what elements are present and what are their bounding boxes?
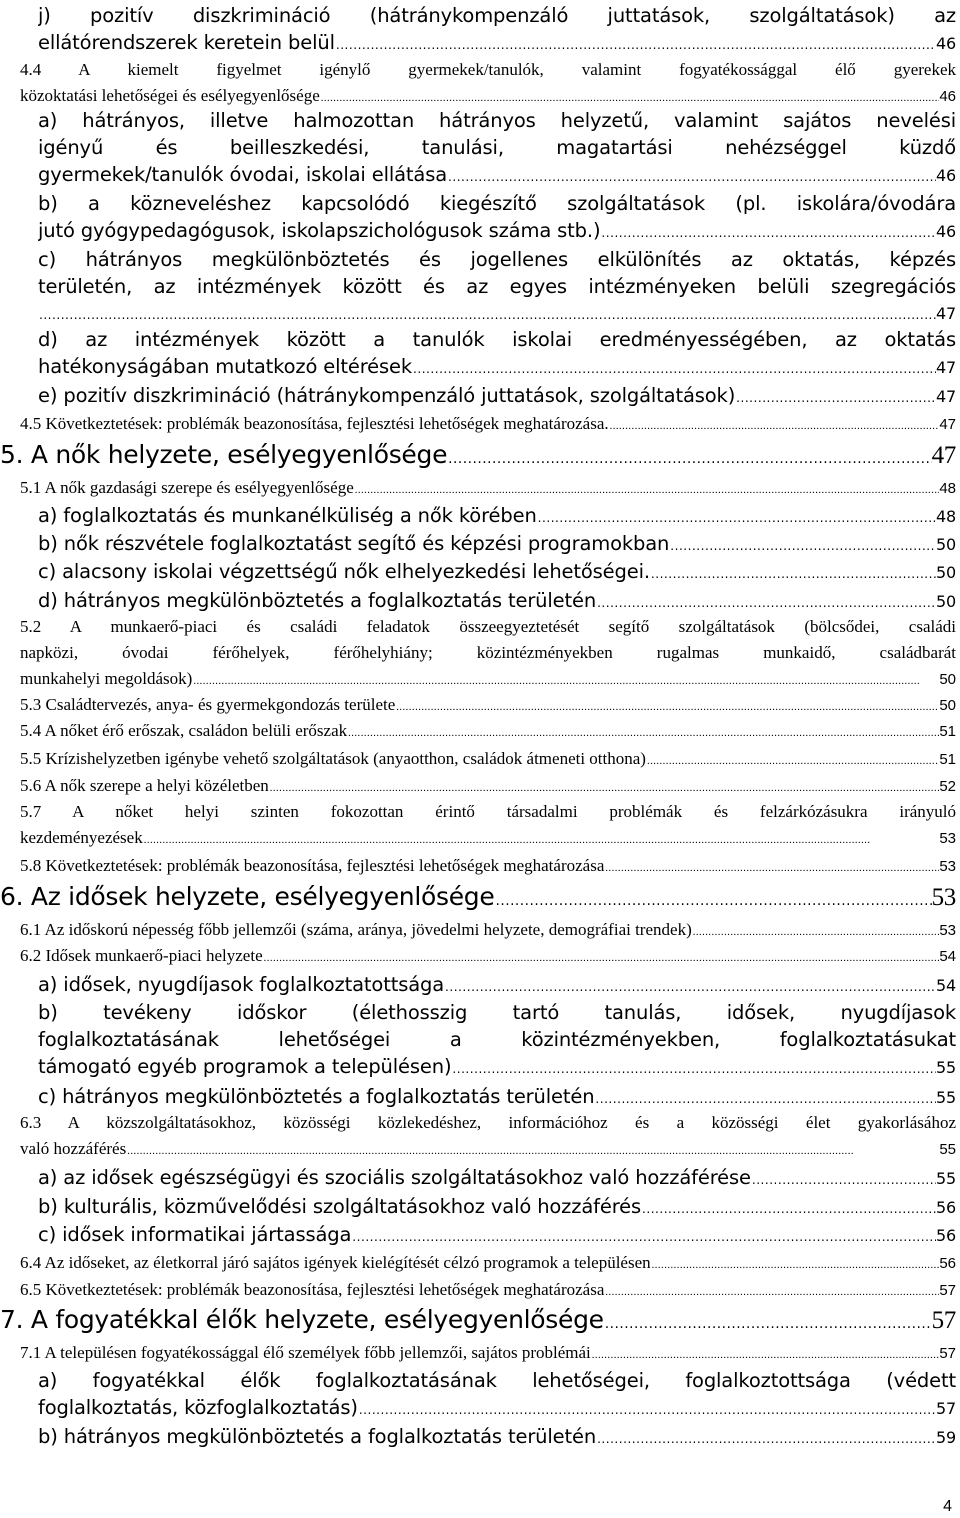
toc-entry-text: a) foglalkoztatás és munkanélküliség a nők körében: [38, 504, 537, 527]
toc-entry-text: közoktatási lehetőségei és esélyegyenlősége: [20, 86, 320, 105]
toc-page-number: 50: [935, 592, 956, 611]
toc-page-number: 56: [939, 1255, 956, 1272]
toc-entry[interactable]: [20, 773, 956, 802]
toc-page-number: 57: [939, 1345, 956, 1362]
toc-page-number: 56: [935, 1198, 956, 1217]
toc-page-number: 50: [939, 697, 956, 714]
toc-entry-text: munkahelyi megoldások): [20, 669, 193, 688]
dot-leader: [263, 946, 940, 972]
toc-entry[interactable]: [20, 57, 956, 112]
toc-page-number: 48: [935, 507, 956, 526]
toc-entry-text: 6.1 Az időskorú népesség főbb jellemzői (száma, aránya, jövedelmi helyzete, demográfiai trendek): [20, 920, 692, 939]
toc-page-number: 53: [939, 858, 956, 875]
dot-leader: [735, 385, 936, 412]
dot-leader: [444, 974, 936, 1001]
toc-page-number: 47: [939, 416, 956, 433]
toc-chapter-heading[interactable]: [0, 440, 956, 474]
toc-chapter-heading[interactable]: [0, 1305, 956, 1339]
toc-entry[interactable]: [38, 190, 956, 247]
toc-entry[interactable]: [38, 530, 956, 560]
toc-entry[interactable]: [20, 411, 956, 440]
toc-entry-text: c) hátrányos megkülönböztetés és jogellenes elkülönítés az oktatás, képzés: [38, 248, 956, 271]
toc-entry-text: 5.5 Krízishelyzetben igénybe vehető szolgáltatások (anyaotthon, családok átmeneti otthona): [20, 749, 646, 768]
toc-page-number: 46: [935, 166, 956, 185]
toc-entry[interactable]: [38, 1221, 956, 1251]
toc-entry[interactable]: [20, 917, 956, 946]
toc-entry-text: 7. A fogyatékkal élők helyzete, esélyegyenlősége: [0, 1305, 604, 1334]
dot-leader: [609, 414, 940, 440]
toc-entry[interactable]: [38, 558, 956, 588]
toc-page-number: 55: [935, 1169, 956, 1188]
toc-entry[interactable]: [38, 1083, 956, 1113]
toc-entry[interactable]: [38, 107, 956, 191]
toc-page-number: 53: [939, 830, 956, 847]
toc-page-number: 57: [935, 1399, 956, 1418]
toc-page-number: 47: [935, 358, 956, 377]
toc-page-number: 50: [935, 563, 956, 582]
toc-page-number: 53: [931, 884, 956, 911]
toc-entry-text: 6.5 Következtetések: problémák beazonosítása, fejlesztési lehetőségek meghatározása: [20, 1280, 605, 1299]
toc-entry-text: jutó gyógypedagógusok, iskolapszichológusok száma stb.): [38, 219, 601, 242]
toc-entry-text: 5. A nők helyzete, esélyegyenlősége: [0, 440, 448, 469]
toc-entry-text: napközi, óvodai férőhelyek, férőhelyhiány; közintézményekben rugalmas munkaidő, családbarát: [20, 643, 956, 662]
dot-leader: [451, 1056, 936, 1083]
dot-leader: [751, 1167, 936, 1194]
toc-entry-text: területén, az intézmények között és az egyes intézményeken belüli szegregációs: [38, 275, 956, 298]
toc-entry[interactable]: [38, 1367, 956, 1424]
toc-entry-text: e) pozitív diszkrimináció (hátránykompenzáló juttatások, szolgáltatások): [38, 384, 736, 407]
dot-leader: [604, 1309, 932, 1339]
toc-entry[interactable]: [20, 1110, 956, 1165]
toc-entry-text: 6.3 A közszolgáltatásokhoz, közösségi közlekedéshez, információhoz és a közösségi élet gyakorlásához: [20, 1113, 956, 1132]
dot-leader: [447, 164, 936, 191]
toc-page-number: 46: [935, 34, 956, 53]
dot-leader: [38, 302, 936, 329]
toc-entry[interactable]: [20, 475, 956, 504]
dot-leader: [537, 505, 936, 532]
toc-entry-text: kezdeményezések: [20, 828, 143, 847]
toc-page-number: 55: [935, 1058, 956, 1077]
toc-page-number: 55: [939, 1141, 956, 1158]
toc-entry[interactable]: [38, 971, 956, 1001]
toc-entry-text: 7.1 A településen fogyatékossággal élő személyek főbb jellemzői, sajátos problémái: [20, 1343, 591, 1362]
dot-leader: [600, 220, 936, 247]
toc-entry[interactable]: [38, 2, 956, 59]
toc-entry-text: b) hátrányos megkülönböztetés a foglalkoztatás területén: [38, 1425, 597, 1448]
toc-entry[interactable]: [20, 614, 956, 695]
toc-entry[interactable]: [38, 999, 956, 1083]
toc-entry-text: b) kulturális, közművelődési szolgáltatásokhoz való hozzáférés: [38, 1195, 642, 1218]
toc-page-number: 47: [935, 304, 956, 323]
toc-entry[interactable]: [20, 746, 956, 775]
toc-page-number: 50: [939, 671, 956, 688]
toc-entry-text: ellátórendszerek keretein belül: [38, 31, 335, 54]
toc-page-number: 52: [939, 778, 956, 795]
toc-entry-text: gyermekek/tanulók óvodai, iskolai ellátása: [38, 163, 448, 186]
dot-leader: [347, 721, 939, 747]
toc-page-number: 59: [935, 1428, 956, 1447]
dot-leader: [604, 856, 939, 882]
toc-entry[interactable]: [20, 1250, 956, 1279]
toc-entry-text: 4.4 A kiemelt figyelmet igénylő gyermekek/tanulók, valamint fogyatékossággal élő gyerekek: [20, 60, 956, 79]
toc-page-number: 46: [939, 88, 956, 105]
toc-page-number: 53: [939, 922, 956, 939]
toc-page-number: 54: [935, 976, 956, 995]
toc-entry-text: való hozzáférés: [20, 1139, 127, 1158]
toc-page-number: 56: [935, 1226, 956, 1245]
toc-entry-text: c) alacsony iskolai végzettségű nők elhelyezkedési lehetőségei.: [38, 560, 650, 583]
dot-leader: [354, 478, 940, 504]
dot-leader: [594, 1086, 936, 1113]
dot-leader: [651, 1253, 940, 1279]
toc-entry[interactable]: [38, 326, 956, 383]
toc-entry-text: b) nők részvétele foglalkoztatást segítő és képzési programokban: [38, 532, 670, 555]
toc-entry-text: j) pozitív diszkrimináció (hátránykompenzáló juttatások, szolgáltatások) az: [38, 4, 956, 27]
dot-leader: [126, 1139, 939, 1165]
toc-entry[interactable]: [38, 587, 956, 617]
toc-page-number: 51: [939, 751, 956, 768]
dot-leader: [494, 886, 931, 916]
dot-leader: [447, 444, 931, 474]
toc-entry-text: b) a közneveléshez kapcsolódó kiegészítő szolgáltatások (pl. iskolára/óvodára: [38, 192, 956, 215]
dot-leader: [591, 1343, 940, 1369]
toc-entry[interactable]: [38, 1164, 956, 1194]
toc-page-number: 47: [935, 387, 956, 406]
toc-chapter-heading[interactable]: [0, 882, 956, 916]
toc-entry-text: a) fogyatékkal élők foglalkoztatásának lehetőségei, foglalkoztottsága (védett: [38, 1369, 956, 1392]
toc-page-number: 57: [931, 1307, 956, 1334]
toc-entry-text: b) tevékeny időskor (élethosszig tartó tanulás, idősek, nyugdíjasok: [38, 1001, 956, 1024]
page-number: 4: [943, 1498, 952, 1515]
toc-entry-text: 5.7 A nőket helyi szinten fokozottan érintő társadalmi problémák és felzárkózásukra irányuló: [20, 802, 956, 821]
toc-page-number: 57: [939, 1282, 956, 1299]
toc-entry[interactable]: [20, 799, 956, 854]
toc-entry[interactable]: [20, 1277, 956, 1306]
toc-entry-text: a) hátrányos, illetve halmozottan hátrányos helyzetű, valamint sajátos nevelési: [38, 109, 956, 132]
toc-entry[interactable]: [38, 502, 956, 532]
toc-entry-text: hatékonyságában mutatkozó eltérések: [38, 355, 413, 378]
dot-leader: [335, 32, 936, 59]
toc-entry-text: d) hátrányos megkülönböztetés a foglalkoztatás területén: [38, 589, 597, 612]
toc-entry[interactable]: [38, 1193, 956, 1223]
toc-page-number: 48: [939, 480, 956, 497]
toc-entry-text: foglalkoztatásának lehetőségei a közintézményekben, foglalkoztatásukat: [38, 1028, 956, 1051]
dot-leader: [646, 749, 939, 775]
toc-entry-text: 6.4 Az időseket, az életkorral járó sajátos igények kielégítését célzó programok a településen: [20, 1253, 651, 1272]
toc-entry-text: 5.4 A nőket érő erőszak, családon belüli erőszak: [20, 721, 348, 740]
toc-entry[interactable]: [38, 382, 956, 412]
toc-entry[interactable]: [38, 246, 956, 329]
dot-leader: [412, 356, 936, 383]
toc-entry[interactable]: [20, 853, 956, 882]
dot-leader: [358, 1397, 936, 1424]
dot-leader: [641, 1196, 936, 1223]
toc-entry[interactable]: [20, 943, 956, 972]
dot-leader: [669, 533, 936, 560]
toc-entry-text: a) idősek, nyugdíjasok foglalkoztatottsága: [38, 973, 445, 996]
toc-page-number: 55: [935, 1088, 956, 1107]
dot-leader: [143, 828, 940, 854]
toc-entry-text: c) hátrányos megkülönböztetés a foglalkoztatás területén: [38, 1085, 595, 1108]
toc-page-number: 51: [939, 723, 956, 740]
toc-entry[interactable]: [20, 1340, 956, 1369]
dot-leader: [351, 1224, 936, 1251]
toc-entry-text: 5.1 A nők gazdasági szerepe és esélyegyenlősége: [20, 478, 354, 497]
toc-page-number: 47: [931, 442, 956, 469]
toc-entry-text: foglalkoztatás, közfoglalkoztatás): [38, 1396, 358, 1419]
toc-entry-text: d) az intézmények között a tanulók iskolai eredményességében, az oktatás: [38, 328, 956, 351]
toc-entry[interactable]: [20, 718, 956, 747]
toc-entry[interactable]: [20, 692, 956, 721]
dot-leader: [596, 590, 936, 617]
dot-leader: [650, 561, 936, 588]
toc-entry-text: 5.6 A nők szerepe a helyi közéletben: [20, 776, 269, 795]
toc-entry-text: 6.2 Idősek munkaerő-piaci helyzete: [20, 946, 263, 965]
toc-entry-text: 5.2 A munkaerő-piaci és családi feladatok összeegyeztetését segítő szolgáltatások (bölcsődei, családi: [20, 617, 956, 636]
toc-entry-text: igényű és beilleszkedési, tanulási, magatartási nehézséggel küzdő: [38, 136, 956, 159]
dot-leader: [596, 1426, 936, 1453]
toc-entry-text: 5.8 Következtetések: problémák beazonosítása, fejlesztési lehetőségek meghatározása: [20, 856, 605, 875]
toc-page-number: 50: [935, 535, 956, 554]
toc-entry[interactable]: [38, 1423, 956, 1453]
toc-entry-text: c) idősek informatikai jártassága: [38, 1223, 352, 1246]
toc-page-number: 54: [939, 948, 956, 965]
toc-entry-text: 6. Az idősek helyzete, esélyegyenlősége: [0, 882, 495, 911]
toc-entry-text: 4.5 Következtetések: problémák beazonosítása, fejlesztési lehetőségek meghatározása.: [20, 414, 609, 433]
toc-entry-text: 5.3 Családtervezés, anya- és gyermekgondozás területe: [20, 695, 396, 714]
dot-leader: [604, 1280, 939, 1306]
toc-entry-text: támogató egyéb programok a településen): [38, 1055, 452, 1078]
toc-entry-text: a) az idősek egészségügyi és szociális szolgáltatásokhoz való hozzáférése: [38, 1166, 751, 1189]
toc-page-number: 46: [935, 222, 956, 241]
